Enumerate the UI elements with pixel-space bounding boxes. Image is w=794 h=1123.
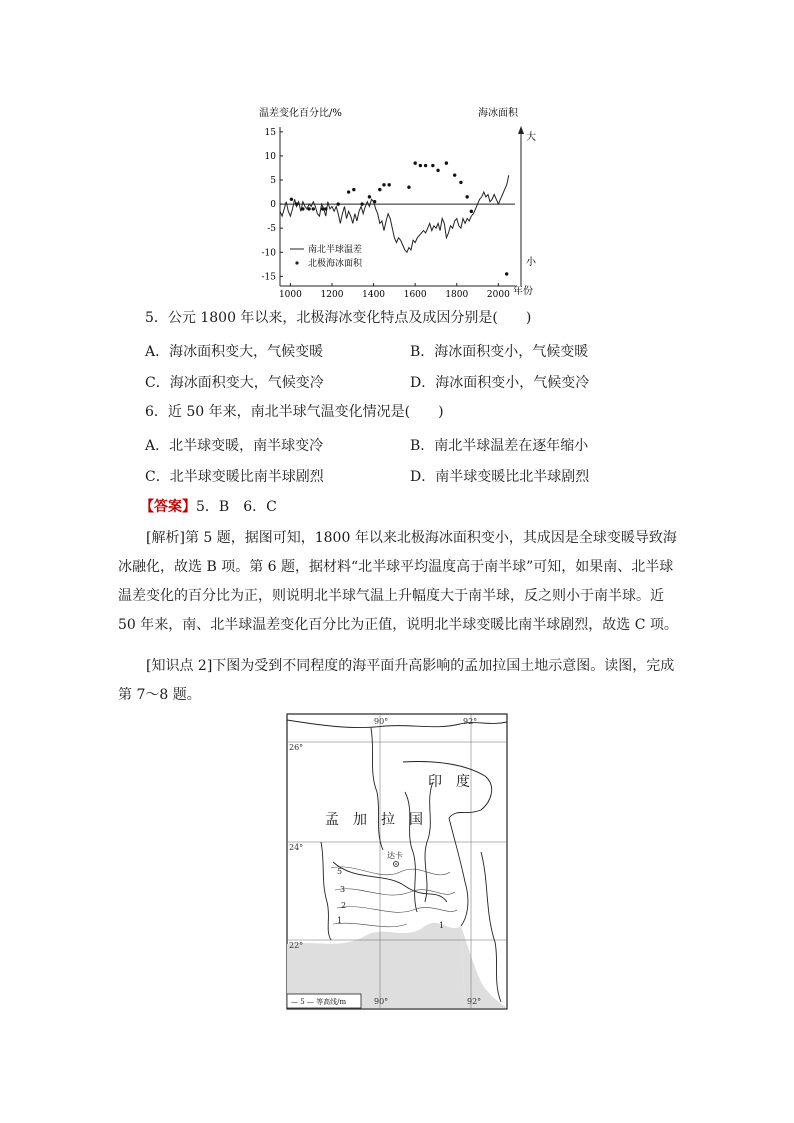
contour-label-1: 1	[337, 916, 343, 925]
q5-option-c: C．海冰面积变大，气候变冷	[145, 375, 324, 391]
question-5-stem: 5．公元 1800 年以来，北极海冰变化特点及成因分别是( )	[145, 310, 532, 326]
x-tick-label: 1000	[278, 290, 302, 300]
y-tick-label: -10	[261, 248, 276, 259]
q5-option-a: A．海冰面积变大，气候变暖	[145, 344, 324, 360]
label-bangladesh: 孟 加 拉 国	[325, 812, 423, 828]
y-tick-label: 15	[264, 127, 276, 138]
x-tick-label: 1800	[445, 290, 469, 300]
sea-ice-point	[436, 169, 439, 172]
sea-ice-point	[378, 188, 381, 191]
x-tick-label: 1400	[362, 290, 386, 300]
analysis-text: 第 5 题，据图可知，1800 年以来北极海冰面积变小，其成因是全球变暖导致海冰融化，故选 B 项。第 6 题，据材料“北半球平均温度高于南半球”可知，如果南、北半球温差变化的百分比为正，则说明北半球气温上升幅度大于南半球，反之则小于南半球。近 50 年来，南、北半球温差变化百分比为正值，说明北半球变暖比南半球剧烈，故选 C 项。	[118, 530, 678, 633]
lon-label-92: 92°	[463, 717, 478, 726]
sea-ice-point	[290, 198, 293, 201]
sea-ice-point	[312, 207, 315, 210]
sea-ice-point	[387, 183, 390, 186]
q6-option-d: D．南半球变暖比北半球剧烈	[410, 469, 590, 485]
knowledge-label: [知识点 2]	[146, 658, 213, 674]
sea-ice-point	[465, 195, 468, 198]
series-temp-diff	[280, 175, 509, 252]
sea-ice-point	[431, 164, 434, 167]
legend-line-label: 南北半球温差	[308, 245, 363, 255]
right-axis-bottom: 小	[526, 257, 536, 268]
sea-ice-point	[445, 161, 448, 164]
knowledge-text: 下图为受到不同程度的海平面升高影响的孟加拉国土地示意图。读图，完成第 7～8 题。	[118, 658, 675, 703]
sea-ice-point	[347, 190, 350, 193]
label-india: 印 度	[428, 774, 470, 790]
sea-ice-point	[337, 202, 340, 205]
knowledge-paragraph	[118, 652, 678, 710]
bottom-lon-label-92: 92°	[467, 997, 482, 1006]
bottom-lon-label-90: 90°	[374, 997, 389, 1006]
q6-option-c: C．北半球变暖比南半球剧烈	[145, 469, 324, 485]
temp-diff-line	[280, 175, 509, 252]
sea-ice-point	[368, 195, 371, 198]
chart-xlabel: 年份	[513, 286, 533, 297]
question-6-stem: 6．近 50 年来，南北半球气温变化情况是( )	[145, 404, 444, 420]
bangladesh-map	[285, 712, 510, 1012]
sea-ice-point	[453, 173, 456, 176]
sea-ice-point	[324, 207, 327, 210]
x-tick-label: 1200	[320, 290, 344, 300]
legend-dot-label: 北极海冰面积	[308, 259, 363, 269]
x-tick-label: 1600	[403, 290, 427, 300]
label-dhaka: 达卡	[387, 851, 403, 860]
q5-option-b: B．海冰面积变小，气候变暖	[410, 344, 589, 360]
lat-label-24: 24°	[289, 843, 304, 852]
y-tick-label: -5	[267, 224, 276, 235]
sea-ice-point	[301, 207, 304, 210]
right-axis-top: 大	[526, 132, 536, 143]
map-legend: — 5 — 等高线/m	[291, 998, 347, 1006]
dhaka-marker-dot	[395, 863, 397, 865]
sea-ice-point	[407, 186, 410, 189]
y-tick-label: 10	[264, 151, 276, 162]
lat-label-26: 26°	[289, 743, 304, 752]
y-tick-label: 0	[270, 200, 276, 211]
lon-label-90: 90°	[374, 717, 389, 726]
sea-ice-point	[360, 202, 363, 205]
sea-ice-point	[419, 164, 422, 167]
answer-label: 【答案】	[140, 499, 196, 515]
sea-ice-point	[295, 202, 298, 205]
sea-ice-point	[321, 207, 324, 210]
sea-ice-point	[470, 210, 473, 213]
q6-option-a: A．北半球变暖，南半球变冷	[145, 438, 324, 454]
y-tick-label: 5	[270, 176, 276, 186]
sea-ice-point	[459, 181, 462, 184]
sea-ice-point	[373, 200, 376, 203]
sea-ice-point	[505, 272, 508, 275]
sea-ice-point	[307, 207, 310, 210]
chart-right-axis	[518, 126, 537, 286]
chart-legend	[290, 243, 363, 269]
chart-ylabel: 温差变化百分比/%	[259, 108, 342, 119]
answer-text: 5．B 6．C	[196, 499, 277, 515]
analysis-label: [解析]	[146, 530, 185, 546]
contour-label-2: 2	[341, 901, 347, 910]
lat-label-22: 22°	[289, 941, 304, 950]
x-tick-label: 2000	[486, 290, 510, 300]
q6-option-b: B．南北半球温差在逐年缩小	[410, 438, 589, 454]
chart	[250, 100, 550, 300]
q5-option-d: D．海冰面积变小，气候变冷	[410, 375, 590, 391]
contour-label-1-east: 1	[439, 921, 445, 930]
sea-ice-point	[352, 188, 355, 191]
contour-label-5: 5	[337, 867, 343, 876]
y-tick-label: -15	[261, 272, 276, 283]
analysis-paragraph	[118, 524, 678, 640]
answer-line	[140, 497, 277, 517]
sea-ice-point	[424, 164, 427, 167]
sea-ice-point	[382, 183, 385, 186]
sea-ice-point	[413, 161, 416, 164]
contour-label-3: 3	[340, 885, 346, 894]
chart-right-label: 海冰面积	[478, 108, 518, 119]
